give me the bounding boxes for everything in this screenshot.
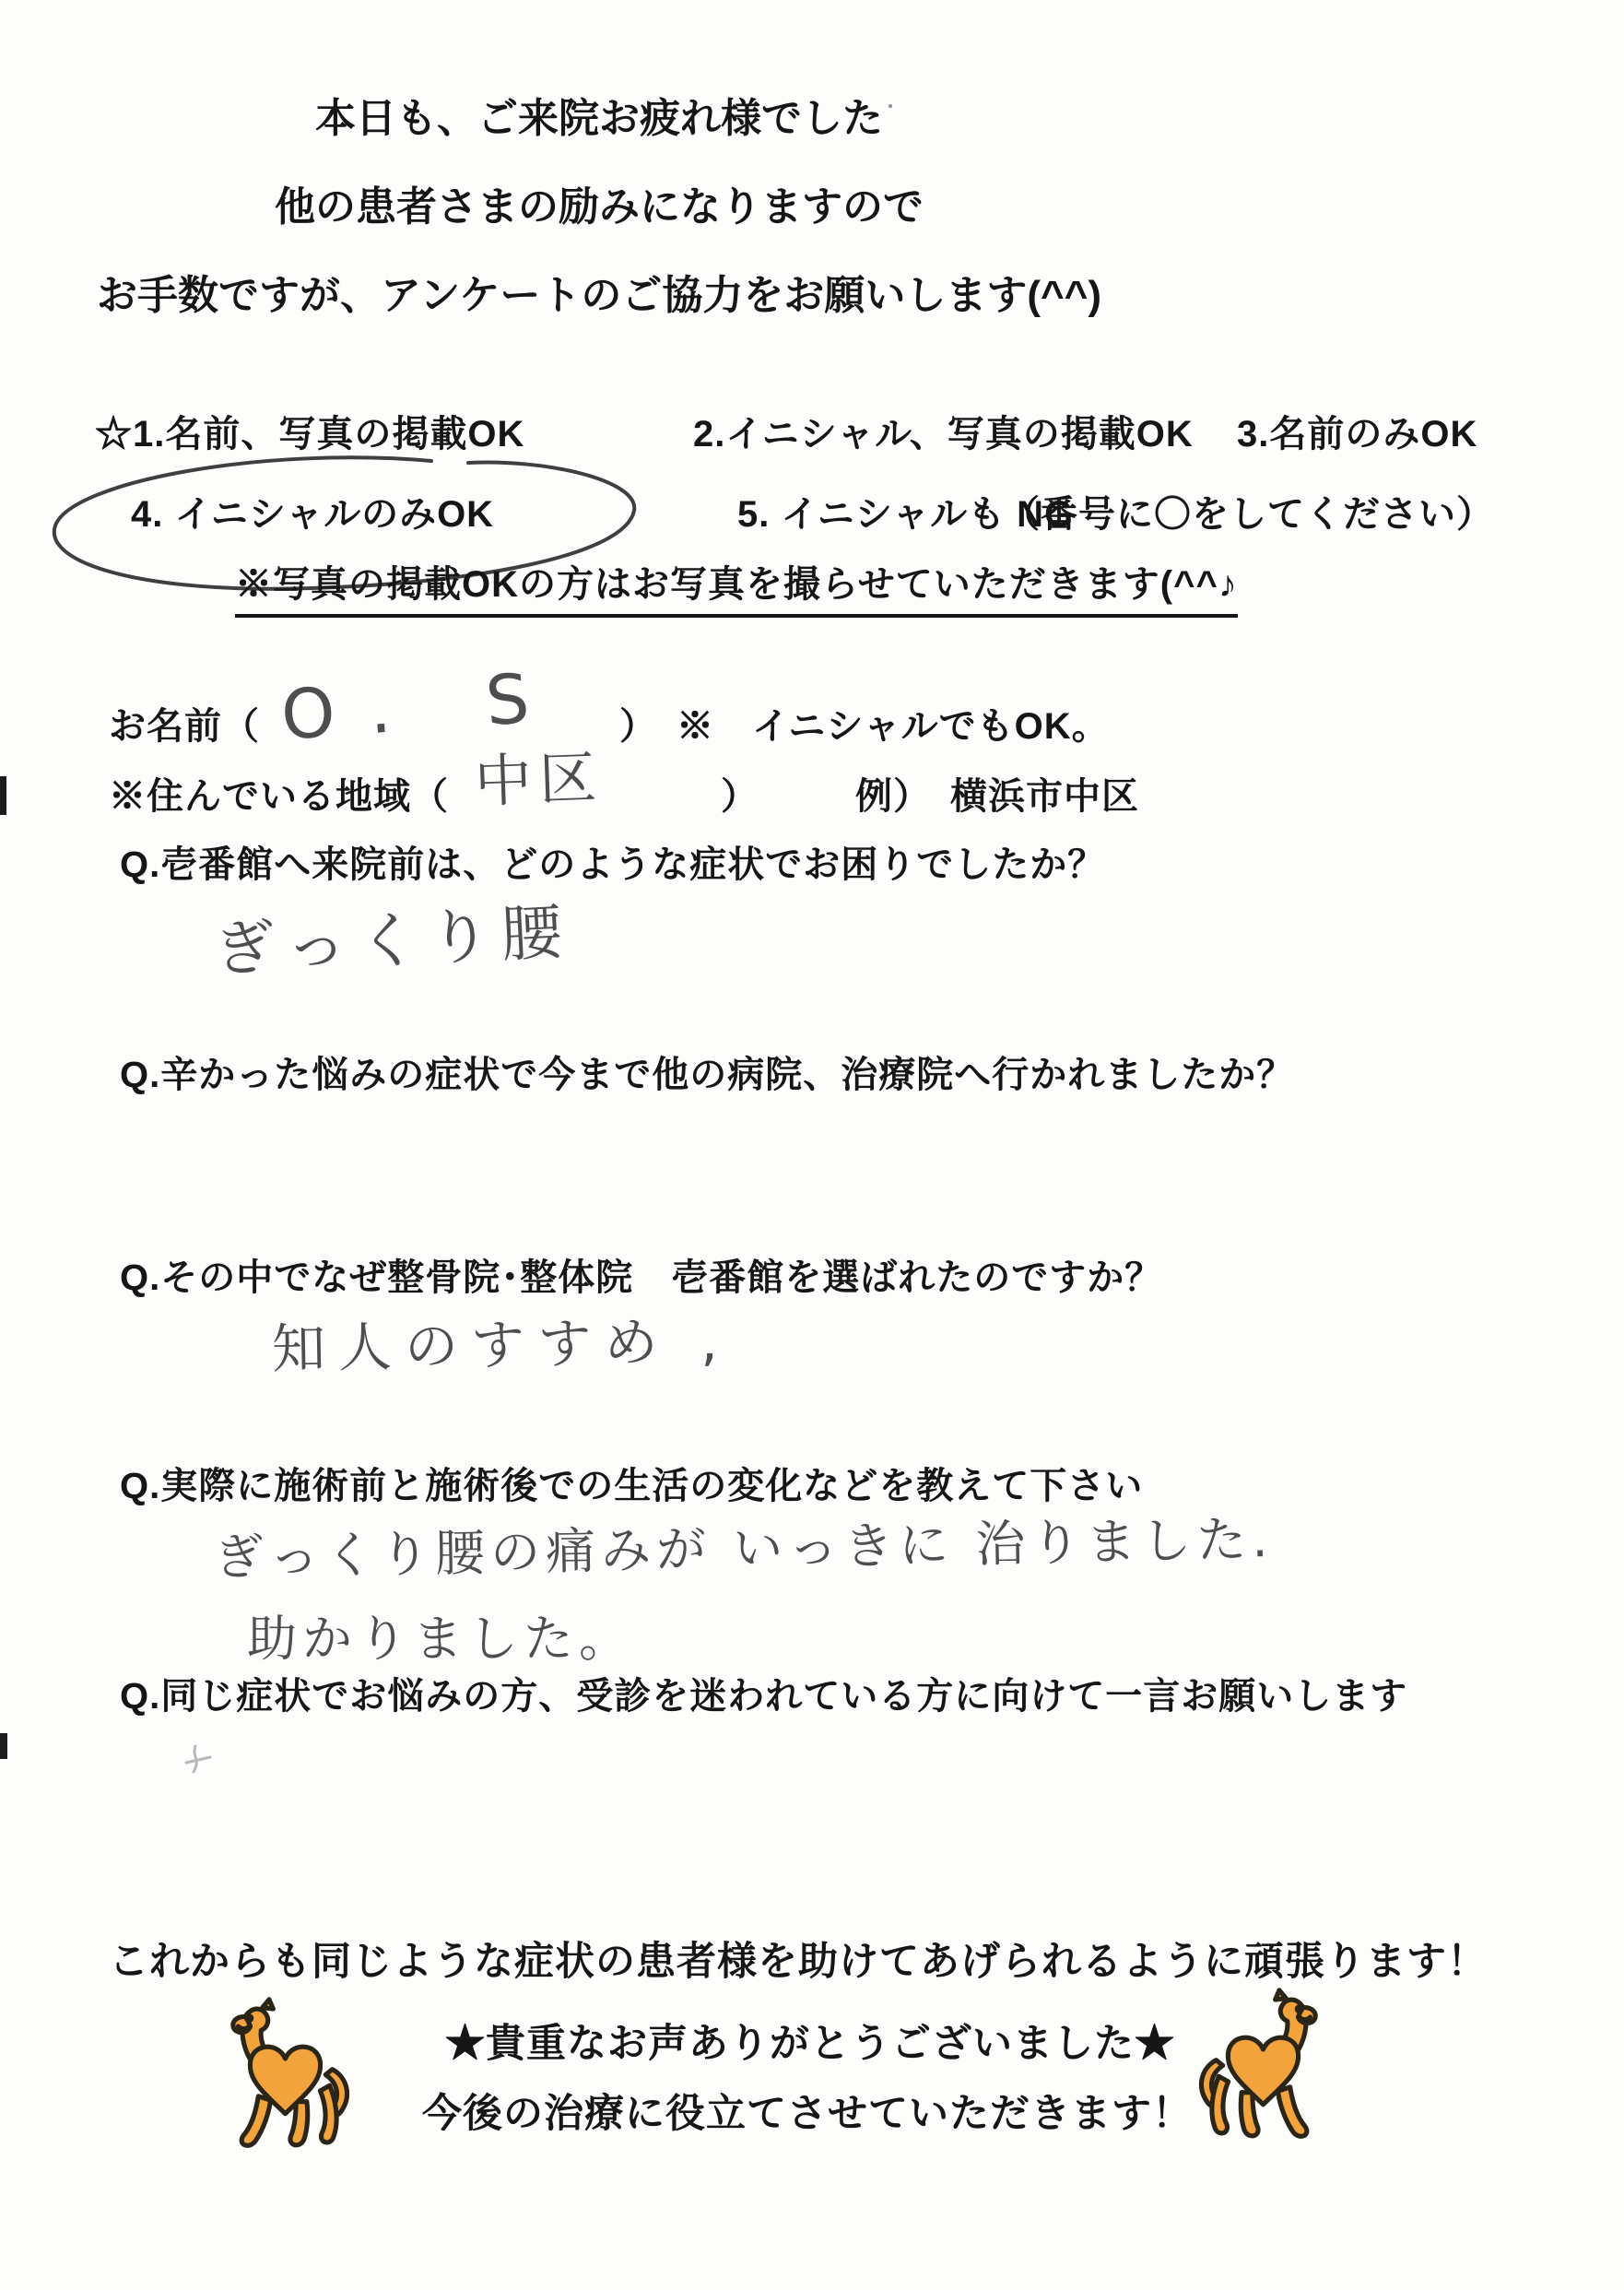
header [0,262,1198,321]
header-line-1: 本日も、ご来院お疲れ様でした [315,96,883,141]
question-4-answer-line-1: ぎっくり腰の痛みが いっきに 治りました. [213,1509,1274,1588]
consent-option-1: ☆1.名前、写真の掲載OK [95,414,525,454]
name-close-and-note: ） ※ イニシャルでもOK。 [619,706,1110,747]
question-3-answer: 知人のすすめ , [271,1309,732,1381]
camel-mascot-right-icon [1183,1980,1344,2151]
area-handwritten-value: 中区 [473,743,606,816]
question-4-label: Q.実際に施術前と施術後での生活の変化などを教えて下さい [120,1466,1144,1506]
scan-artifact [0,776,6,815]
question-4-answer-line-2: 助かりました。 [247,1610,634,1668]
question-5-label: Q.同じ症状でお悩みの方、受診を迷われている方に向けて一言お願いします [120,1676,1408,1717]
name-label: お名前（ [109,706,260,747]
question-1-label: Q.壱番館へ来院前は、どのような症状でお困りでしたか？ [120,844,1106,885]
footer-line-3: 今後の治療に役立てさせていただきます！ [422,2092,1193,2136]
footer-line-2: ★貴重なお声ありがとうございました★ [445,2022,1175,2066]
question-1-answer: ぎっくり腰 [212,895,575,986]
footer-line-1: これからも同じような症状の患者様を助けてあげられるように頑張ります！ [109,1940,1488,1984]
camel-mascot-left-icon [205,1989,366,2160]
stray-pen-mark [182,1741,219,1783]
question-3-label: Q.その中でなぜ整骨院･整体院 壱番館を選ばれたのですか？ [120,1257,1163,1298]
consent-option-3: 3.名前のみOK [1237,414,1478,454]
area-label: ※住んでいる地域（ [109,776,449,817]
consent-instruction: （番号に〇をしてください） [1003,494,1494,535]
scan-artifact [0,1733,7,1759]
consent-option-4: 4. イニシャルのみOK [131,494,495,535]
consent-option-2: 2.イニシャル、写真の掲載OK [693,414,1194,454]
name-handwritten-value: O. S [278,656,569,756]
header [0,173,1198,232]
area-example: 例） 横浜市中区 [855,776,1139,817]
header-line-2: 他の患者さまの励みになりますので [275,184,924,230]
header-line-3: お手数ですが、アンケートのご協力をお願いします(^^) [96,273,1102,318]
question-2-label: Q.辛かった悩みの症状で今まで他の病院、治療院へ行かれましたか？ [120,1055,1295,1095]
header [0,85,1198,144]
consent-option-5: 5. イニシャルも NG [737,494,1075,535]
area-close: ） [721,776,759,817]
photo-note: ※写真の掲載OKの方はお写真を撮らせていただきます(^^♪ [235,562,1238,618]
